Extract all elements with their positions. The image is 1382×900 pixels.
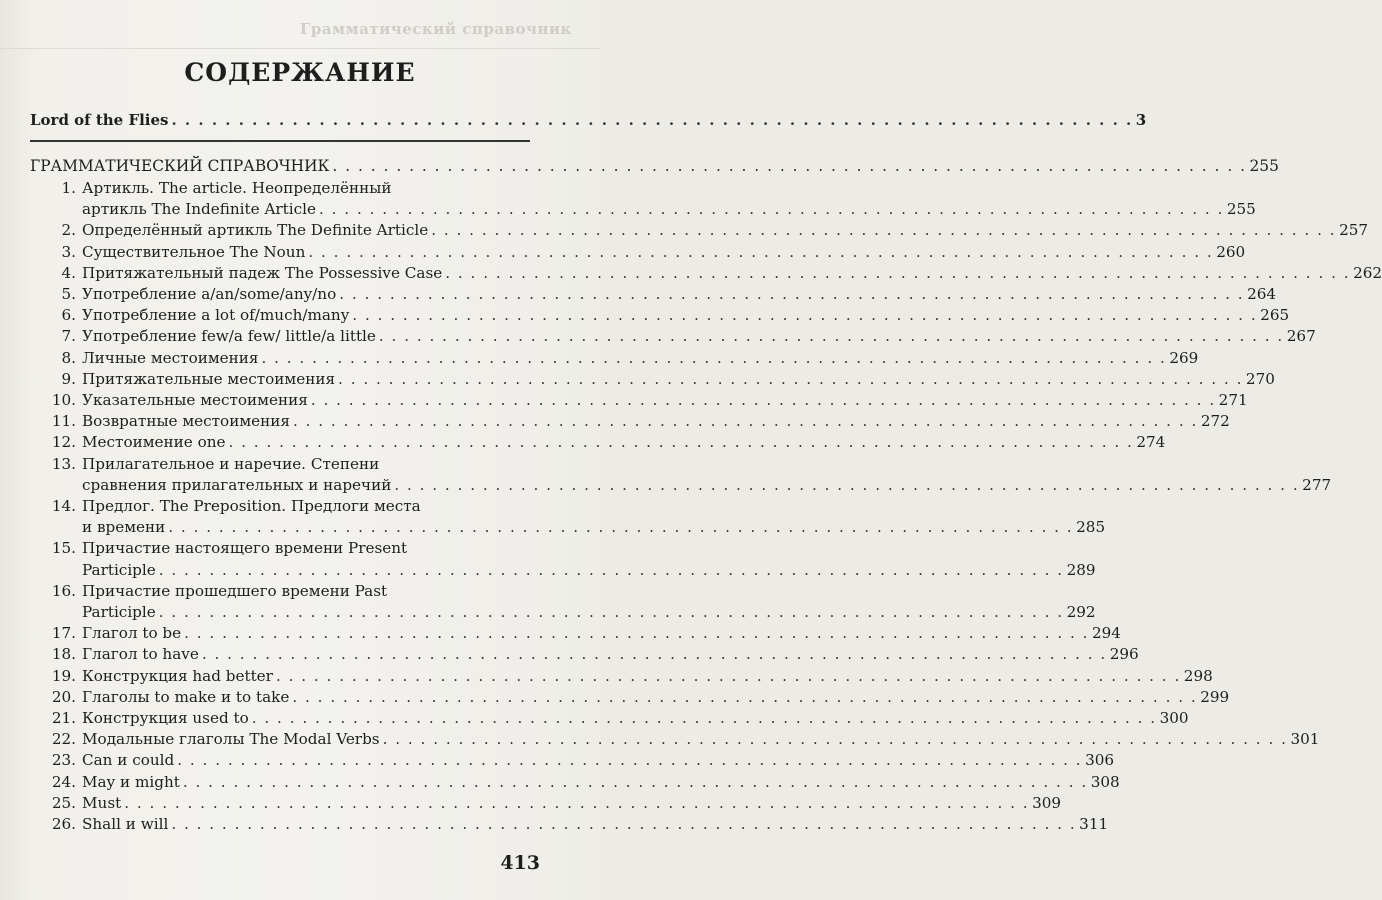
toc-page: 274 [1136,433,1166,452]
toc-item-number: 20. [51,687,76,706]
toc-label: Употребление a lot of/much/many [82,306,350,325]
toc-item [30,390,1248,411]
toc-item-number: 26. [51,815,76,834]
toc-item-body [82,772,1120,793]
toc-item-number: 14. [51,497,76,516]
dot-leader [229,432,1134,453]
toc-page: 308 [1090,772,1120,791]
dot-leader [319,199,1224,220]
toc-page: 255 [1226,200,1256,219]
dot-leader [159,602,1064,623]
toc-item-number: 24. [51,772,76,791]
toc-row [82,793,1061,814]
toc-row [82,687,1229,708]
toc-label: Употребление few/a few/ little/a little [82,327,376,346]
dot-leader [383,729,1288,750]
page-title: СОДЕРЖАНИЕ [184,58,416,87]
toc-item-first-line: Причастие настоящего времени Present [82,539,408,558]
toc-item-body [82,263,1382,284]
dot-leader [261,348,1166,369]
toc-item-body [82,326,1316,347]
toc-item [30,369,1275,390]
toc-label: Глагол to have [82,645,199,664]
toc-item-number: 19. [51,666,76,685]
toc-item-number: 23. [51,751,76,770]
dot-leader [202,644,1107,665]
dot-leader [184,623,1089,644]
dot-leader [159,560,1064,581]
toc-item [30,644,1139,665]
toc-page: 298 [1183,666,1213,685]
toc-page: 272 [1200,412,1230,431]
dot-leader [276,666,1181,687]
toc-page: 300 [1159,709,1189,728]
toc-row [82,305,1289,326]
toc-item-body [82,454,1331,496]
toc-item-body [82,644,1139,665]
toc-label: Модальные глаголы The Modal Verbs [82,730,380,749]
toc-item-body [82,496,1105,538]
toc-item-body [82,432,1165,453]
toc-row [82,708,1189,729]
toc-item [30,687,1230,708]
toc-item-number: 7. [61,327,76,346]
toc-item [30,623,1121,644]
toc-page: 285 [1076,518,1106,537]
toc-item-body [82,348,1198,369]
toc-page: 271 [1218,391,1248,410]
toc-item-number: 3. [61,242,76,261]
toc-label: Глагол to be [82,624,182,643]
section-heading: ГРАММАТИЧЕСКИЙ СПРАВОЧНИК [30,157,330,175]
toc-entry-lord [30,110,1147,130]
toc-page: 3 [1135,111,1147,129]
toc-row [82,644,1139,665]
toc-page: 265 [1260,306,1290,325]
toc-item-number: 12. [51,433,76,452]
toc-item-body [82,729,1319,750]
toc-page: 270 [1245,369,1275,388]
dot-leader [292,687,1197,708]
toc-page: 289 [1066,560,1096,579]
toc-section-grammar [30,156,1382,835]
toc-item [30,284,1277,305]
dot-leader [183,772,1088,793]
toc-page: 309 [1032,793,1062,812]
toc-item-body [82,708,1189,729]
toc-row [82,772,1120,793]
toc-item-number: 4. [61,263,76,282]
dot-leader [311,390,1216,411]
toc-label: Употребление a/an/some/any/no [82,285,337,304]
toc-item [30,305,1290,326]
toc-item-number: 25. [51,793,76,812]
toc-row [82,411,1230,432]
section-heading-row [30,156,1279,176]
toc-row [82,284,1276,305]
toc-page: 296 [1109,645,1139,664]
toc-page: 264 [1247,285,1277,304]
toc-page: 301 [1290,730,1320,749]
toc-item-number: 5. [61,285,76,304]
toc-label: Существительное The Noun [82,242,306,261]
toc-row [82,560,1096,581]
toc-item-number: 2. [61,221,76,240]
toc-page: 260 [1216,242,1246,261]
bleed-through-rule [0,48,600,49]
toc-item-number: 11. [51,412,76,431]
toc-item [30,666,1213,687]
toc-item-number: 22. [51,730,76,749]
toc-item [30,793,1062,814]
toc-item [30,432,1166,453]
toc-item-body [82,814,1108,835]
bleed-through-header: Грамматический справочник [300,20,572,38]
toc-label: Must [82,793,122,812]
toc-item [30,454,1332,496]
page-number: 413 [500,852,540,874]
toc-item-body [82,369,1275,390]
toc-label: Притяжательные местоимения [82,369,336,388]
toc-page: 277 [1302,475,1332,494]
toc-row [82,517,1105,538]
dot-leader [332,156,1246,176]
toc-item [30,750,1115,771]
dot-leader [431,220,1336,241]
dot-leader [379,326,1284,347]
toc-label: Participle [82,603,156,622]
toc-item-number: 16. [51,581,76,600]
toc-label: Конструкция used to [82,709,249,728]
toc-item-body [82,793,1061,814]
toc-page: 311 [1079,815,1109,834]
toc-page: 292 [1066,603,1096,622]
toc-page: 267 [1286,327,1316,346]
toc-item-first-line: Причастие прошедшего времени Past [82,581,388,600]
toc-item-number: 1. [61,179,76,197]
dot-leader [394,475,1299,496]
toc-item-body [82,178,1256,220]
toc-item-number: 13. [51,454,76,473]
toc-item-body [82,242,1245,263]
toc-row [82,242,1245,263]
section-page: 255 [1249,157,1279,175]
dot-leader [339,284,1244,305]
dot-leader [352,305,1257,326]
toc-item-first-line: Предлог. The Preposition. Предлоги места [82,497,421,516]
dot-leader [168,517,1073,538]
toc-row [82,602,1096,623]
toc-item-number: 15. [51,539,76,558]
toc-item [30,538,1096,580]
toc-label: Местоимение one [82,433,226,452]
toc-page: 299 [1200,687,1230,706]
toc-item-body [82,666,1213,687]
toc-label: Возвратные местоимения [82,412,290,431]
toc-item [30,242,1246,263]
toc-item [30,708,1189,729]
toc-item-number: 17. [51,624,76,643]
toc-item-first-line: Прилагательное и наречие. Степени [82,454,380,473]
toc-item [30,178,1256,220]
toc-item [30,348,1199,369]
toc-item [30,496,1106,538]
toc-row [82,326,1316,347]
toc-row [82,263,1382,284]
toc-item-body [82,687,1229,708]
toc-item [30,772,1120,793]
toc-item-body [82,538,1096,580]
toc-row [30,110,1147,130]
toc-label: Глаголы to make и to take [82,687,290,706]
toc-item-body [82,750,1114,771]
toc-page: 306 [1085,751,1115,770]
toc-item [30,220,1369,241]
toc-item-body [82,220,1368,241]
toc-label: Определённый артикль The Definite Article [82,221,429,240]
toc-row [82,220,1368,241]
toc-row [82,729,1319,750]
toc-row [82,750,1114,771]
dot-leader [124,793,1029,814]
dot-leader [445,263,1350,284]
toc-label: Конструкция had better [82,666,273,685]
toc-row [82,475,1331,496]
section-divider [30,140,530,142]
toc-item-body [82,411,1230,432]
toc-item-number: 10. [51,391,76,410]
toc-list [30,178,1382,835]
toc-label: и времени [82,518,166,537]
toc-label: артикль The Indefinite Article [82,200,316,219]
toc-label: Can и could [82,751,175,770]
toc-label: Lord of the Flies [30,111,169,129]
toc-item-body [82,305,1289,326]
dot-leader [177,750,1082,771]
dot-leader [171,110,1132,130]
toc-row [82,390,1248,411]
toc-item-first-line: Артикль. The article. Неопределённый [82,179,392,197]
toc-label: Личные местоимения [82,348,259,367]
dot-leader [308,242,1213,263]
toc-row [82,432,1165,453]
toc-item-number: 21. [51,709,76,728]
dot-leader [293,411,1198,432]
toc-label: Participle [82,560,156,579]
toc-label: Shall и will [82,815,169,834]
toc-label: Притяжательный падеж The Possessive Case [82,263,443,282]
toc-item [30,411,1230,432]
toc-item [30,263,1382,284]
toc-item-body [82,581,1096,623]
toc-row [82,666,1213,687]
toc-item-number: 6. [61,306,76,325]
toc-item [30,814,1109,835]
toc-item [30,729,1320,750]
toc-row [82,348,1198,369]
toc-label: May и might [82,772,180,791]
toc-item-number: 8. [61,348,76,367]
toc-page: 294 [1091,624,1121,643]
toc-item-number: 9. [61,369,76,388]
dot-leader [338,369,1243,390]
toc-row [82,199,1256,220]
toc-page: 262 [1353,263,1382,282]
toc-row [82,369,1275,390]
toc-page: 257 [1339,221,1369,240]
toc-item-body [82,390,1248,411]
dot-leader [171,814,1076,835]
toc-label: Указательные местоимения [82,391,308,410]
toc-item-body [82,623,1121,644]
toc-item-number: 18. [51,645,76,664]
toc-row [82,814,1108,835]
toc-row [82,623,1121,644]
toc-page: 269 [1169,348,1199,367]
toc-item [30,581,1096,623]
toc-item [30,326,1316,347]
toc-item-body [82,284,1276,305]
toc-label: сравнения прилагательных и наречий [82,475,392,494]
dot-leader [252,708,1157,729]
